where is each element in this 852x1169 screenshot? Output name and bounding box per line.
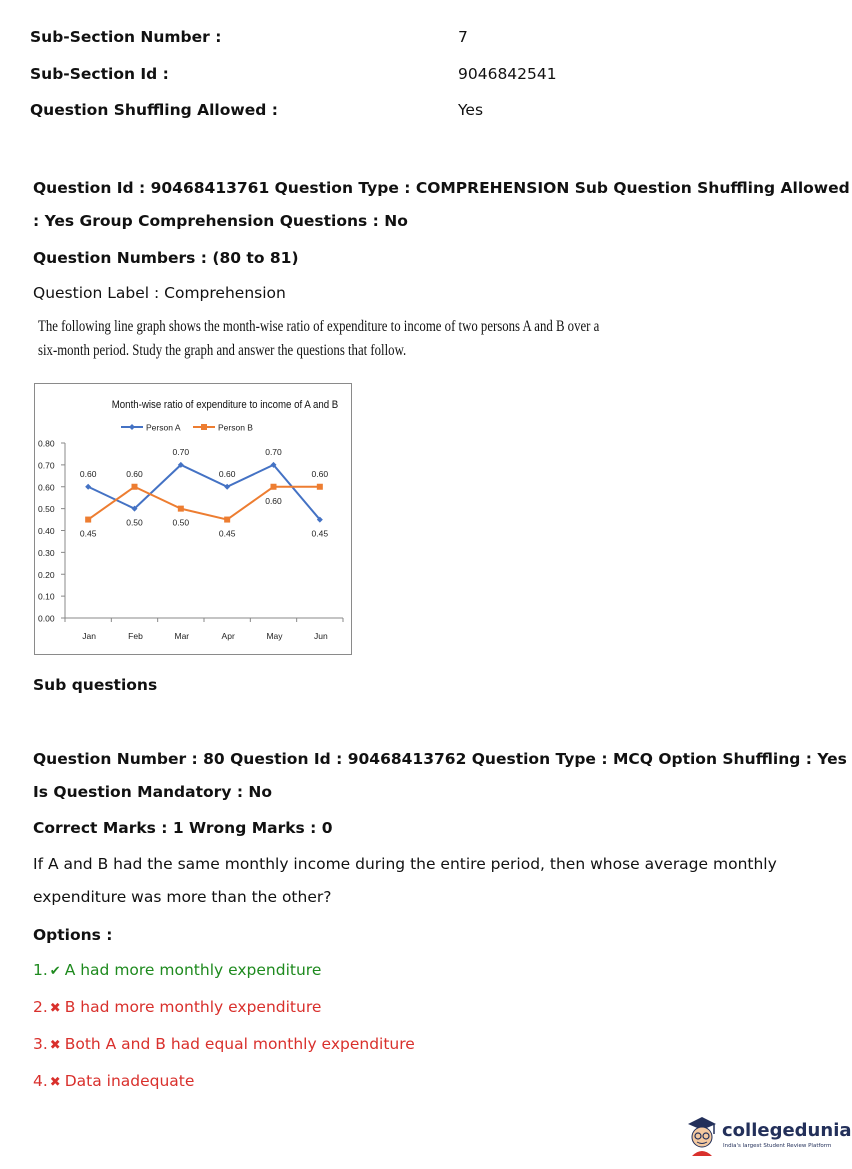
- passage-line2: six-month period. Study the graph and answer the questions that follow.: [38, 342, 407, 359]
- legend-label: Person A: [146, 422, 181, 433]
- data-label-a: 0.70: [172, 446, 190, 457]
- data-label-b: 0.60: [265, 495, 282, 506]
- graduate-mascot-icon: [684, 1112, 720, 1156]
- point-person-b: [178, 506, 184, 512]
- data-label-b: 0.50: [172, 517, 190, 528]
- question-label: Question Label : Comprehension: [33, 284, 286, 302]
- cross-icon: ✖: [49, 1038, 61, 1053]
- point-person-b: [85, 517, 91, 523]
- question-shuffling-value: Yes: [458, 101, 484, 119]
- options-label: Options :: [33, 926, 113, 944]
- data-label-b: 0.60: [126, 468, 143, 479]
- question-shuffling-label: Question Shuffling Allowed :: [30, 101, 278, 119]
- comprehension-header-line1: Question Id : 90468413761 Question Type : COMPREHENSION Sub Question Shuffling Allowed: [33, 179, 850, 197]
- line-chart: [34, 383, 352, 655]
- data-label-b: 0.45: [79, 528, 97, 539]
- y-tick-label: 0.20: [38, 569, 55, 580]
- cross-icon: ✖: [49, 1075, 61, 1090]
- option-text: B had more monthly expenditure: [64, 998, 322, 1016]
- data-label-b: 0.45: [218, 528, 236, 539]
- series-line-a: [88, 465, 320, 520]
- point-person-a: [85, 484, 91, 490]
- y-tick-label: 0.00: [38, 613, 55, 624]
- data-label-b: 0.60: [311, 468, 329, 479]
- y-tick-label: 0.10: [38, 591, 55, 602]
- sub-section-number-value: 7: [458, 28, 468, 46]
- sub-section-id-value: 9046842541: [458, 65, 557, 83]
- x-tick-label: Apr: [221, 631, 235, 641]
- chart-title: Month-wise ratio of expenditure to income of A and B: [111, 399, 339, 412]
- question-header-line1: Question Number : 80 Question Id : 90468413762 Question Type : MCQ Option Shuffling : Yes: [33, 750, 847, 768]
- data-label-a: 0.60: [79, 468, 97, 479]
- passage-line1: The following line graph shows the month-wise ratio of expenditure to income of two persons A and B over a: [38, 318, 600, 335]
- brand-tagline: India's largest Student Review Platform: [723, 1143, 832, 1149]
- x-tick-label: Jan: [82, 631, 97, 641]
- sub-section-number-label: Sub-Section Number :: [30, 28, 222, 46]
- data-label-a: 0.50: [126, 517, 143, 528]
- option-text: Data inadequate: [64, 1072, 195, 1090]
- comprehension-header-line2: : Yes Group Comprehension Questions : No: [33, 212, 408, 230]
- sub-questions-label: Sub questions: [33, 676, 158, 694]
- x-tick-label: May: [266, 631, 283, 641]
- check-icon: ✔: [49, 964, 61, 979]
- option-3[interactable]: [33, 1035, 415, 1053]
- question-marks: Correct Marks : 1 Wrong Marks : 0: [33, 819, 333, 837]
- chart-legend: [121, 423, 253, 433]
- collegedunia-logo: [684, 1110, 852, 1160]
- question-header-line2: Is Question Mandatory : No: [33, 783, 273, 801]
- point-person-b: [271, 484, 277, 490]
- option-2[interactable]: [33, 998, 321, 1016]
- legend-marker: [201, 424, 207, 430]
- option-1[interactable]: [33, 961, 321, 979]
- y-tick-label: 0.60: [38, 482, 55, 493]
- y-tick-label: 0.40: [38, 526, 55, 536]
- option-text: Both A and B had equal monthly expenditure: [64, 1035, 415, 1053]
- legend-label: Person B: [218, 422, 253, 433]
- option-4[interactable]: [33, 1072, 194, 1090]
- question-text-line1: If A and B had the same monthly income during the entire period, then whose average monthly: [33, 855, 777, 873]
- option-text: A had more monthly expenditure: [64, 961, 322, 979]
- brand-name: collegedunia: [722, 1120, 852, 1141]
- data-label-a: 0.45: [311, 528, 329, 539]
- legend-marker: [129, 424, 135, 430]
- point-person-a: [224, 484, 230, 490]
- x-tick-label: Mar: [174, 631, 190, 641]
- point-person-b: [132, 484, 138, 490]
- question-numbers: Question Numbers : (80 to 81): [33, 249, 299, 267]
- data-label-a: 0.70: [265, 446, 282, 457]
- option-number: 4.: [33, 1072, 48, 1090]
- chart-marks: [80, 447, 328, 539]
- line-chart-svg: [35, 384, 351, 654]
- data-label-a: 0.60: [218, 468, 236, 479]
- option-number: 2.: [33, 998, 48, 1016]
- x-tick-label: Jun: [313, 631, 328, 641]
- y-tick-label: 0.70: [38, 460, 55, 471]
- option-number: 1.: [33, 961, 48, 979]
- sub-section-id-label: Sub-Section Id :: [30, 65, 169, 83]
- cross-icon: ✖: [49, 1001, 61, 1016]
- y-tick-label: 0.50: [38, 504, 55, 515]
- y-tick-label: 0.30: [38, 547, 55, 558]
- question-text-line2: expenditure was more than the other?: [33, 888, 332, 906]
- option-number: 3.: [33, 1035, 48, 1053]
- point-person-b: [224, 517, 230, 523]
- point-person-b: [317, 484, 323, 490]
- x-tick-label: Feb: [128, 631, 143, 641]
- y-tick-label: 0.80: [38, 438, 55, 449]
